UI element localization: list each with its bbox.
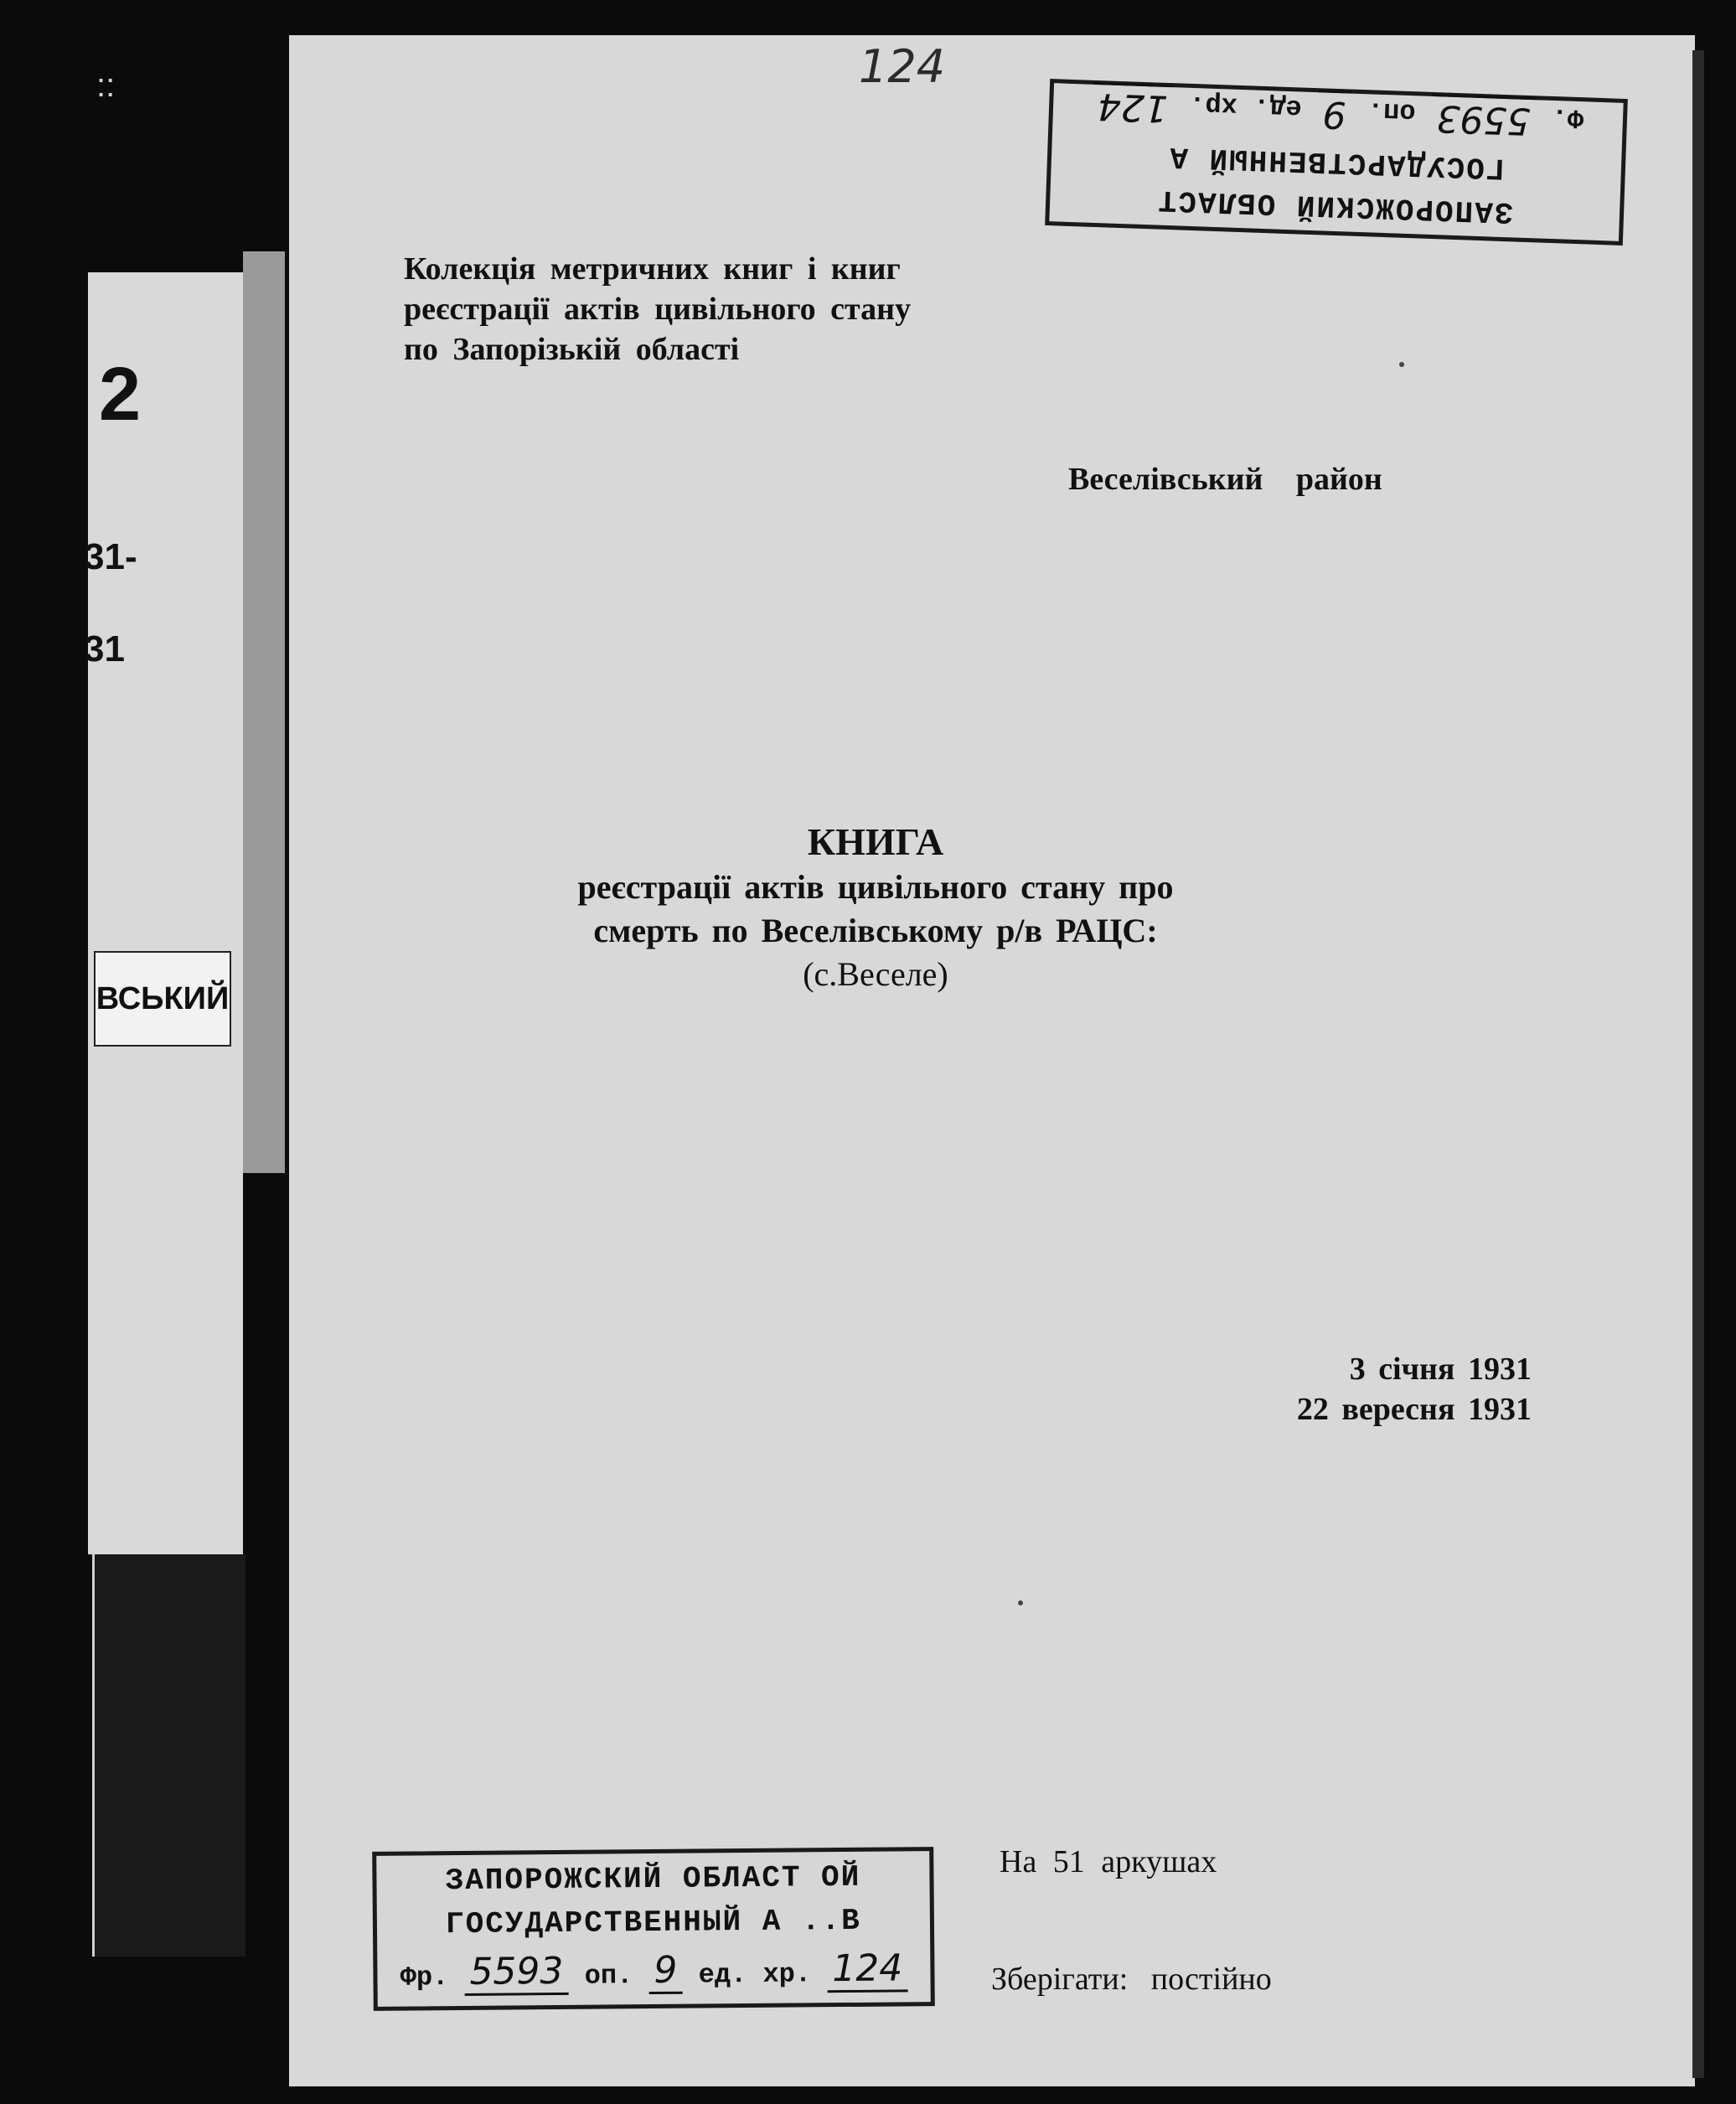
stamp-bottom-references [377, 1946, 930, 1994]
stamp-top-line2: ГОСУДАРСТВЕННЫЙ А [1167, 139, 1506, 185]
district-name: Веселівський район [1068, 462, 1382, 497]
stamp-bottom-fond: 5593 [464, 1950, 568, 1996]
spine-label-strip [88, 272, 243, 1554]
spine-district-label: ВСЬКИЙ [94, 951, 231, 1047]
archive-stamp-bottom [372, 1847, 935, 2011]
stamp-top-item-label: ед. хр. [1188, 88, 1303, 124]
page-edge-shadow [1692, 50, 1704, 2078]
stamp-top-references [1052, 83, 1623, 146]
stamp-bottom-opis: 9 [648, 1949, 682, 1994]
collection-title [404, 249, 911, 370]
paper-speck [1018, 1600, 1023, 1605]
stamp-top-line1: ЗАПОРОЖСКИЙ ОБЛАСТ [1156, 182, 1514, 230]
stamp-top-opis: 9 [1317, 90, 1352, 136]
collection-title-line: Колекція метричних книг і книг [404, 251, 901, 287]
stamp-bottom-opis-label: оп. [584, 1960, 633, 1992]
book-subtitle-line: смерть по Веселівському р/в РАЦС: [593, 912, 1158, 949]
spine-fragment-1: 2 [99, 353, 142, 437]
collection-title-line: реєстрації актів цивільного стану [404, 292, 912, 327]
stamp-top-opis-label: оп. [1367, 95, 1417, 128]
book-place: (с.Веселе) [803, 955, 948, 993]
date-end: 22 вересня 1931 [1296, 1392, 1532, 1427]
spine-fragment-2: 31- [84, 536, 137, 577]
cover-page [289, 35, 1695, 2086]
stamp-bottom-line2: ГОСУДАРСТВЕННЫЙ А ..В [445, 1903, 861, 1942]
collection-title-line: по Запорізькій області [404, 332, 740, 367]
storage-term: Зберігати: постійно [991, 1962, 1272, 1997]
date-start: 3 січня 1931 [1349, 1352, 1532, 1387]
stamp-top-item: 124 [1092, 82, 1174, 130]
book-subtitle-line: реєстрації актів цивільного стану про [577, 868, 1174, 906]
stamp-bottom-item: 124 [827, 1946, 907, 1993]
paper-speck [1399, 362, 1404, 367]
stamp-bottom-line1: ЗАПОРОЖСКИЙ ОБЛАСТ ОЙ [445, 1859, 861, 1899]
book-title-block [289, 819, 1462, 996]
handwritten-page-number: 124 [859, 40, 946, 93]
archive-stamp-top [1045, 79, 1628, 246]
book-title: КНИГА [807, 820, 944, 863]
stamp-bottom-fond-label: Фр. [400, 1962, 449, 1993]
spine-tab [243, 251, 285, 1173]
spine-bottom [92, 1554, 245, 1957]
date-range [1297, 1349, 1532, 1429]
stamp-top-fond-label: Ф. [1551, 101, 1584, 134]
stamp-bottom-item-label: ед. хр. [698, 1958, 812, 1991]
stamp-top-fond: 5593 [1431, 94, 1537, 142]
spine-mark: :: [96, 67, 116, 104]
sheet-count: На 51 аркушах [1000, 1844, 1217, 1879]
spine-fragment-3: 31 [84, 628, 125, 669]
